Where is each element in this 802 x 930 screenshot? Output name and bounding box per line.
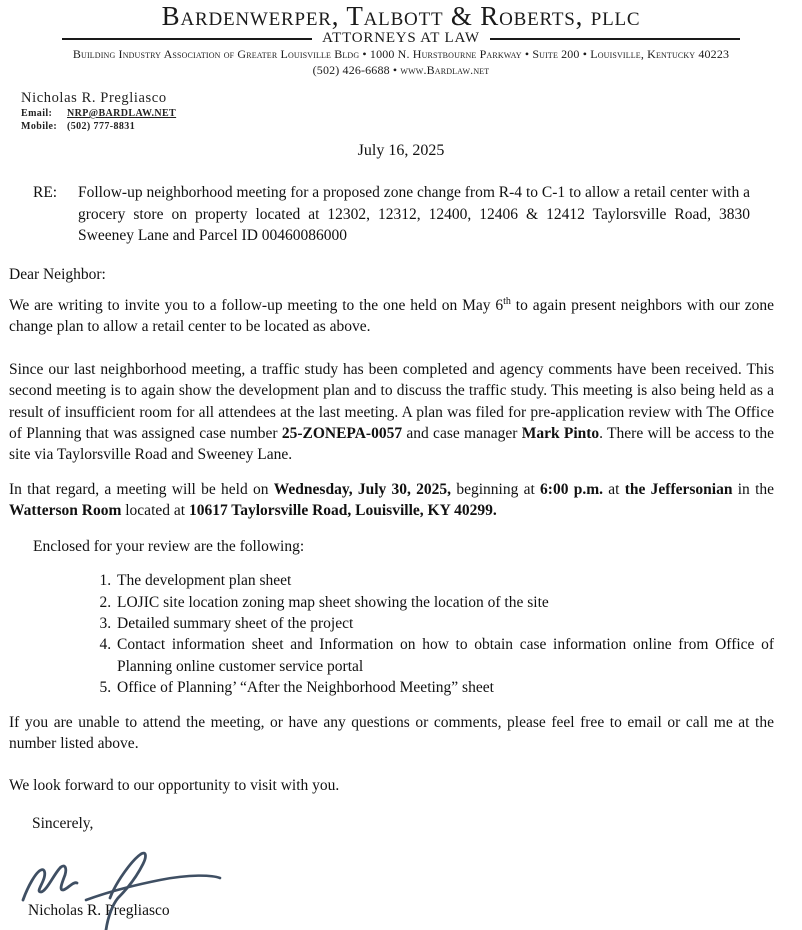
list-item	[115, 570, 774, 591]
signer-name: Nicholas R. Pregliasco	[28, 902, 170, 920]
list-item-text: Contact information sheet and Information on how to obtain case information online from Office of Planning online customer service portal	[117, 636, 774, 675]
paragraph-unable-to-attend: If you are unable to attend the meeting, or have any questions or comments, please feel free to email or call me at the number listed above.	[9, 713, 774, 752]
re-text: Follow-up neighborhood meeting for a proposed zone change from R-4 to C-1 to allow a retail center with a grocery store on property located at 12302, 12312, 12400, 12406 & 12412 Taylorsville Road, 3830 Sweeney Lane and Parcel ID 00460086000	[78, 184, 750, 245]
paragraph-meeting-details: In that regard, a meeting will be held on Wednesday, July 30, 2025, beginning at 6:00 p.m. at the Jeffersonian in the Watterson Room located at 10617 Taylorsville Road, Louisville, KY 40299.	[9, 480, 775, 520]
paragraph-invitation: We are writing to invite you to a follow-up meeting to the one held on May 6th to again present neighbors with our zone change plan to allow a retail center to be located as above.	[9, 295, 774, 336]
list-item	[115, 634, 774, 677]
list-item	[115, 613, 774, 634]
email-label: Email:	[21, 108, 53, 119]
firm-name: Bardenwerper, Talbott & Roberts, pllc	[161, 1, 641, 31]
re-label: RE:	[33, 184, 58, 202]
signature-block	[10, 834, 802, 930]
tagline-row	[62, 31, 740, 46]
salutation: Dear Neighbor:	[9, 265, 106, 283]
email-line	[21, 107, 802, 120]
list-item-text: LOJIC site location zoning map sheet showing the location of the site	[117, 593, 549, 611]
firm-address-line: Building Industry Association of Greater Louisville Bldg • 1000 N. Hurstbourne Parkway • Suite 200 • Louisville, Kentucky 40223	[72, 47, 730, 61]
paragraph-look-forward: We look forward to our opportunity to visit with you.	[9, 777, 340, 795]
attorney-name: Nicholas R. Pregliasco	[21, 90, 167, 106]
paragraph-traffic-study: Since our last neighborhood meeting, a traffic study has been completed and agency comments have been received. This second meeting is to again show the development plan and to discuss the traffic study. This meeting is also being held as a result of insufficient room for all attendees at the last meeting. A plan was filed for pre-application review with The Office of Planning that was assigned case number 25-ZONEPA-0057 and case manager Mark Pinto. There will be access to the site via Taylorsville Road and Sweeney Lane.	[9, 360, 774, 464]
signature-stroke-tail	[86, 876, 220, 900]
list-item-text: Detailed summary sheet of the project	[117, 614, 354, 632]
list-item-text: The development plan sheet	[117, 572, 292, 590]
enclosures-intro: Enclosed for your review are the following:	[33, 537, 305, 555]
list-item	[115, 592, 774, 613]
list-item-text: Office of Planning’ “After the Neighborhood Meeting” sheet	[117, 679, 494, 697]
firm-tagline: ATTORNEYS AT LAW	[322, 30, 480, 46]
closing: Sincerely,	[32, 814, 94, 832]
mobile-number: (502) 777-8831	[67, 121, 136, 132]
letter-date: July 16, 2025	[357, 142, 445, 159]
tagline-rule-left	[62, 38, 312, 40]
list-item	[115, 677, 774, 698]
attorney-contact-block	[21, 90, 802, 133]
mobile-line	[21, 120, 802, 133]
mobile-label: Mobile:	[21, 121, 58, 132]
firm-phone-line: (502) 426-6688 • www.Bardlaw.net	[312, 62, 490, 77]
email-address: NRP@BARDLAW.NET	[67, 108, 177, 119]
re-block	[33, 182, 750, 246]
signature-stroke-initials	[23, 866, 77, 900]
enclosures-list	[0, 570, 774, 698]
letterhead	[0, 0, 802, 77]
tagline-rule-right	[490, 38, 740, 40]
